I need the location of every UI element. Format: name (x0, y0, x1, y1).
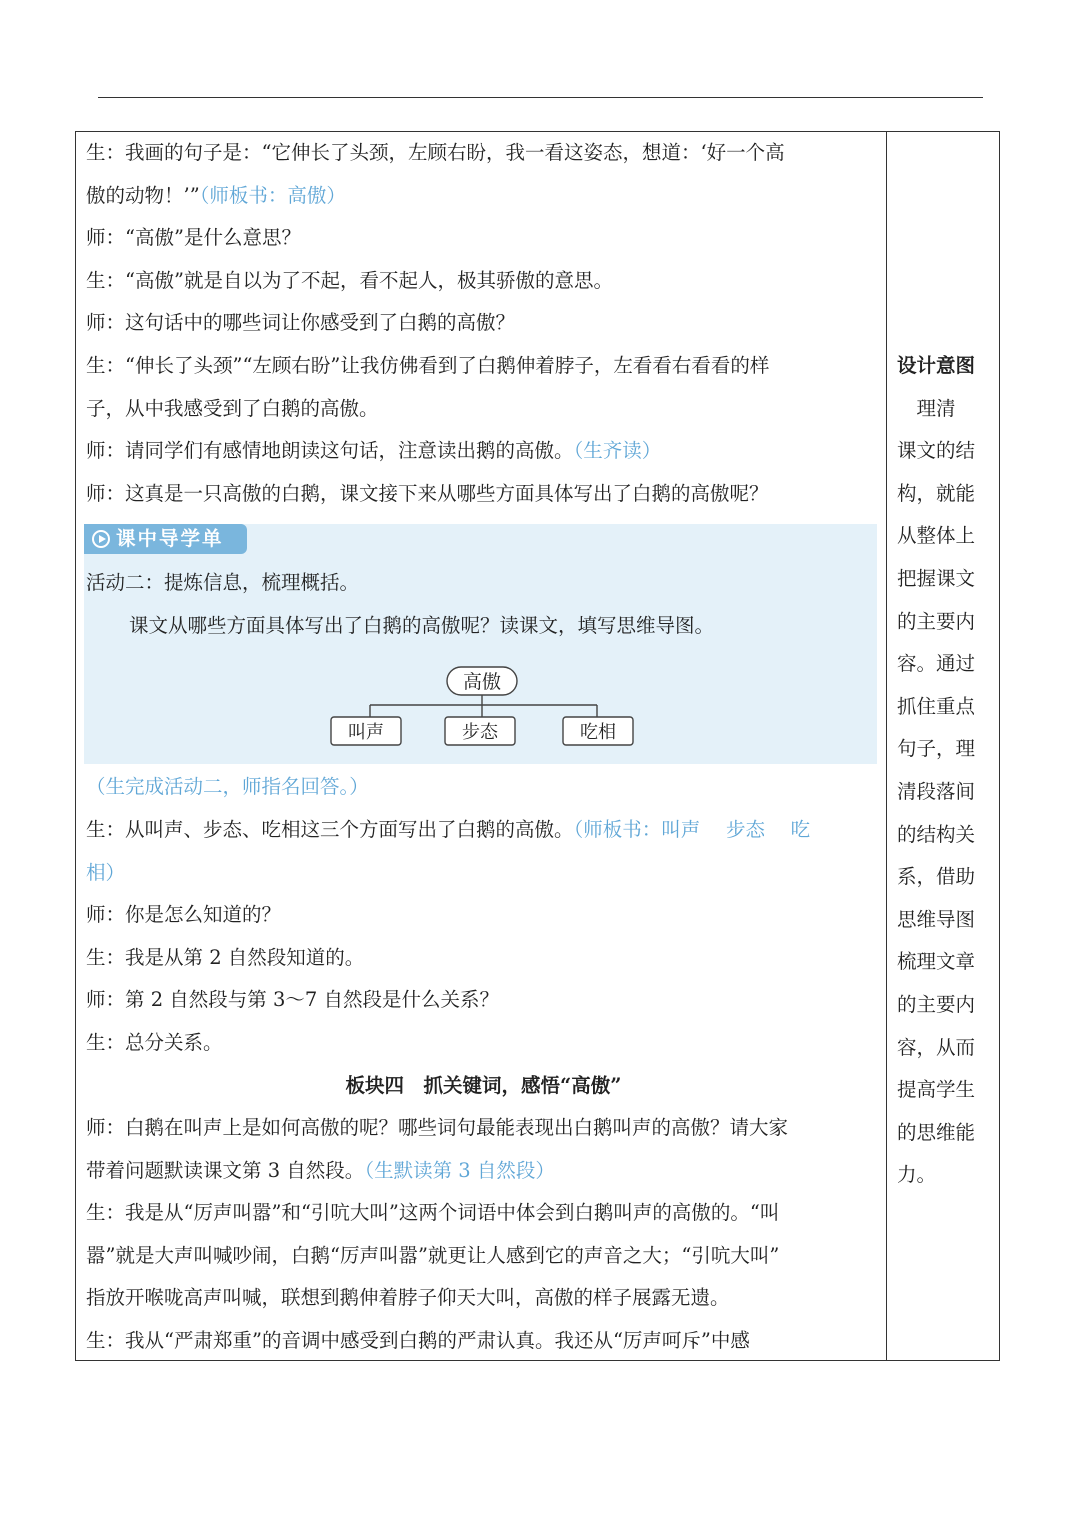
dialogue-text: 傲的动物！’” (86, 183, 200, 207)
lesson-process-column (86, 132, 881, 1363)
board-note-text: （师板书：叫声 步态 吃 (573, 817, 811, 841)
mind-map-node-1-label: 叫声 (348, 722, 384, 744)
text-line (86, 388, 881, 431)
design-intent-line: 抓住重点 (897, 694, 976, 718)
text-line (86, 1277, 881, 1320)
text-line (86, 345, 881, 388)
dialogue-text: 生：我是从“厉声叫嚣”和“引吭大叫”这两个词语中体会到白鹅叫声的高傲的。“叫 (86, 1201, 780, 1225)
dialogue-text: 带着问题默读课文第 3 自然段。 (86, 1158, 365, 1182)
text-line (86, 894, 881, 937)
dialogue-text: 师：第 2 自然段与第 3～7 自然段是什么关系？ (86, 988, 500, 1012)
text-line (86, 1065, 881, 1108)
design-intent-line: 系，借助 (897, 865, 976, 889)
guide-sheet-tab-label: 课中导学单 (116, 527, 224, 551)
text-line (86, 809, 881, 852)
design-intent-column (897, 345, 989, 1197)
mind-map-node-2-label: 步态 (462, 722, 498, 744)
dialogue-text: 师：请同学们有感情地朗读这句话，注意读出鹅的高傲。 (86, 439, 574, 463)
dialogue-text: 生：我从“严肃郑重”的音调中感受到白鹅的严肃认真。我还从“厉声呵斥”中感 (86, 1329, 750, 1353)
board-note-text: （师板书：高傲） (199, 183, 346, 207)
dialogue-text: 子，从中我感受到了白鹅的高傲。 (86, 396, 379, 420)
text-line (86, 852, 881, 895)
board-note-text: （生齐读） (573, 439, 662, 463)
text-line (86, 766, 881, 809)
dialogue-text: 嚣”就是大声叫喊吵闹，白鹅“厉声叫嚣”就更让人感到它的声音之大；“引吭大叫” (86, 1243, 780, 1267)
dialogue-text: 师：“高傲”是什么意思？ (86, 226, 301, 250)
dialogue-text: 生：“伸长了头颈”“左顾右盼”让我仿佛看到了白鹅伸着脖子，左看看右看看的样 (86, 353, 770, 377)
dialogue-block-b (86, 766, 881, 1362)
design-intent-line: 理清 (897, 396, 956, 420)
guide-sheet-panel (84, 524, 877, 764)
board-note-text: （生默读第 3 自然段） (364, 1158, 555, 1182)
text-line (86, 175, 881, 218)
dialogue-text: 师：这真是一只高傲的白鹅，课文接下来从哪些方面具体写出了白鹅的高傲呢？ (86, 481, 769, 505)
column-divider (886, 132, 887, 1360)
text-line (86, 430, 881, 473)
dialogue-text: 生：我画的句子是：“它伸长了头颈，左顾右盼，我一看这姿态，想道：‘好一个高 (86, 141, 785, 164)
design-intent-text (897, 388, 989, 1197)
dialogue-text: 指放开喉咙高声叫喊，联想到鹅伸着脖子仰天大叫，高傲的样子展露无遗。 (86, 1286, 730, 1310)
activity-title: 活动二：提炼信息，梳理概括。 (86, 571, 360, 595)
text-line (86, 473, 881, 516)
header-rule (98, 97, 983, 98)
design-intent-line: 的结构关 (897, 822, 976, 846)
dialogue-text: 师：白鹅在叫声上是如何高傲的呢？哪些词句最能表现出白鹅叫声的高傲？请大家 (86, 1116, 789, 1140)
text-line (86, 1150, 881, 1193)
design-intent-line: 课文的结 (897, 439, 976, 463)
design-intent-line: 梳理文章 (897, 950, 976, 974)
dialogue-text: 师：这句话中的哪些词让你感受到了白鹅的高傲？ (86, 311, 516, 335)
design-intent-line: 提高学生 (897, 1078, 976, 1102)
dialogue-text: 生：从叫声、步态、吃相这三个方面写出了白鹅的高傲。 (86, 817, 574, 841)
text-line (86, 132, 881, 175)
text-line (86, 1235, 881, 1278)
text-line (86, 302, 881, 345)
text-line (86, 1192, 881, 1235)
text-line (86, 1107, 881, 1150)
mind-map-node-3-label: 吃相 (580, 722, 616, 744)
mind-map-root-label: 高傲 (462, 671, 502, 694)
text-line (86, 1320, 881, 1363)
design-intent-line: 的思维能 (897, 1120, 976, 1144)
design-intent-line: 的主要内 (897, 992, 976, 1016)
dialogue-block-a (86, 132, 881, 515)
design-intent-line: 容，从而 (897, 1035, 976, 1059)
design-intent-line: 思维导图 (897, 907, 976, 931)
dialogue-text: 师：你是怎么知道的？ (86, 903, 282, 927)
text-line (86, 979, 881, 1022)
activity-question: 课文从哪些方面具体写出了白鹅的高傲呢？读课文，填写思维导图。 (129, 614, 715, 638)
design-intent-line: 容。通过 (897, 652, 976, 676)
design-intent-line: 清段落间 (897, 779, 976, 803)
text-line (86, 1022, 881, 1065)
design-intent-line: 构，就能 (897, 481, 976, 505)
dialogue-text: 生：总分关系。 (86, 1030, 223, 1054)
lesson-table (75, 131, 1000, 1361)
board-note-text: 相） (86, 860, 126, 884)
dialogue-text: 生：“高傲”就是自以为了不起，看不起人，极其骄傲的意思。 (86, 268, 613, 292)
text-line (86, 937, 881, 980)
design-intent-title: 设计意图 (897, 354, 976, 377)
mind-map (84, 524, 877, 764)
dialogue-text: 生：我是从第 2 自然段知道的。 (86, 945, 365, 969)
board-note-text: （生完成活动二，师指名回答。） (86, 775, 369, 799)
mind-map-connectors (370, 693, 597, 717)
text-line (86, 217, 881, 260)
design-intent-line: 的主要内 (897, 609, 976, 633)
design-intent-line: 从整体上 (897, 524, 976, 548)
text-line (86, 260, 881, 303)
design-intent-line: 力。 (897, 1163, 937, 1187)
design-intent-line: 句子，理 (897, 737, 976, 761)
design-intent-line: 把握课文 (897, 566, 976, 590)
dialogue-text: 板块四 抓关键词，感悟“高傲” (345, 1073, 622, 1097)
